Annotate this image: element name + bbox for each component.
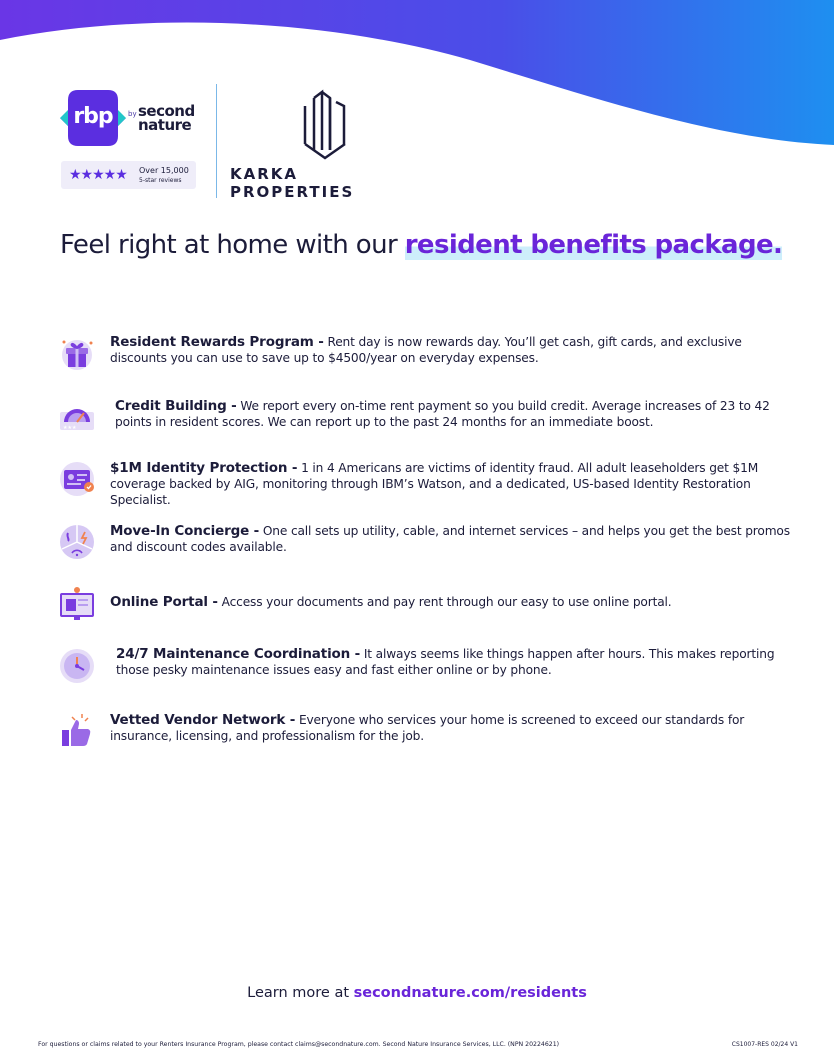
- utilities-icon: [58, 523, 96, 561]
- benefit-body: One call sets up utility, cable, and internet services – and helps you get the best promos and discount codes available.: [110, 524, 790, 554]
- benefit-body: We report every on-time rent payment so you build credit. Average increases of 23 to 42 points in resident scores. We can report up to the past 24 months for an immediate boost.: [115, 399, 770, 429]
- benefit-text: [110, 712, 790, 744]
- benefit-title: Credit Building -: [115, 398, 237, 414]
- benefit-body: It always seems like things happen after hours. This makes reporting those pesky maintenance issues easy and fast either online or by phone.: [116, 647, 775, 677]
- rbp-mark: rbp: [73, 104, 113, 129]
- learn-more: [0, 985, 834, 1001]
- rating-label: 5-star reviews: [139, 177, 182, 184]
- benefit-body: Rent day is now rewards day. You’ll get cash, gift cards, and exclusive discounts you can use to save up to $4500/year on everyday expenses.: [110, 335, 742, 365]
- document-code: CS1007-RES 02/24 V1: [731, 1041, 798, 1048]
- benefit-text: [110, 460, 790, 508]
- benefit-text: [110, 523, 790, 555]
- learn-more-prefix: Learn more at: [247, 985, 354, 1001]
- brand-line-2: nature: [138, 116, 192, 134]
- benefit-body: Access your documents and pay rent through our easy to use online portal.: [217, 595, 672, 609]
- svg-text:★★★: ★★★: [63, 425, 77, 431]
- credit-gauge-icon: [58, 398, 96, 436]
- benefit-title: Move-In Concierge -: [110, 523, 260, 539]
- title-prefix: Feel right at home with our: [60, 230, 405, 260]
- second-nature-wordmark: [138, 104, 208, 132]
- title-highlight: resident benefits package.: [404, 230, 783, 260]
- benefit-title: Resident Rewards Program -: [110, 334, 324, 350]
- gift-icon: [58, 334, 96, 372]
- rating-badge: [61, 161, 196, 189]
- id-card-icon: [58, 460, 96, 498]
- monitor-icon: [58, 586, 96, 624]
- benefit-text: [110, 594, 790, 610]
- brand-line-1: second: [138, 102, 195, 120]
- benefit-body: Everyone who services your home is screened to exceed our standards for insurance, licensing, and professionalism for the job.: [110, 713, 745, 743]
- benefit-title: $1M Identity Protection -: [110, 460, 298, 476]
- residents-link[interactable]: secondnature.com/residents: [353, 985, 587, 1001]
- rbp-by-label: by: [128, 110, 137, 118]
- rating-count: Over 15,000: [139, 166, 189, 175]
- karka-properties-name: KARKA PROPERTIES: [230, 165, 355, 201]
- rbp-logo: [60, 88, 200, 148]
- thumbs-up-icon: [58, 712, 96, 750]
- five-stars-icon: ★★★★★: [69, 167, 127, 183]
- building-icon: [300, 88, 350, 160]
- benefit-title: Online Portal -: [110, 594, 218, 610]
- footer-disclaimer: For questions or claims related to your Renters Insurance Program, please contact claims@secondnature.com. Second Nature Insurance Services, LLC. (NPN 20224621): [38, 1041, 560, 1048]
- benefit-text: [115, 398, 795, 430]
- clock-icon: [58, 646, 96, 684]
- benefit-text: [116, 646, 796, 678]
- benefit-body: 1 in 4 Americans are victims of identity fraud. All adult leaseholders get $1M coverage backed by AIG, monitoring through IBM’s Watson, and a dedicated, US-based Identity Restoration Specialist.: [110, 461, 759, 507]
- benefit-text: [110, 334, 790, 366]
- logo-divider: [216, 84, 217, 198]
- benefit-title: 24/7 Maintenance Coordination -: [116, 646, 361, 662]
- benefit-title: Vetted Vendor Network -: [110, 712, 296, 728]
- page-title: [60, 230, 820, 260]
